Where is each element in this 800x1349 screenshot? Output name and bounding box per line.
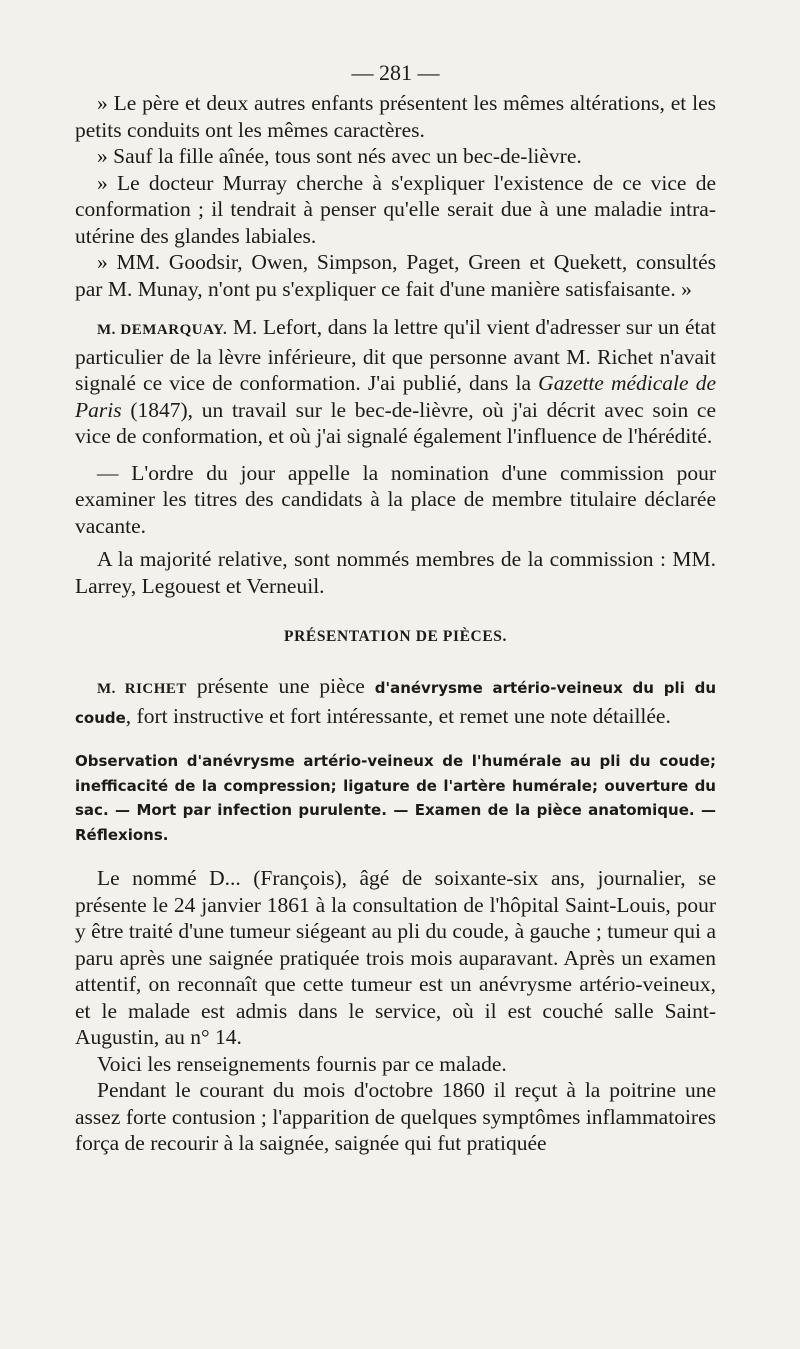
paragraph: Voici les renseignements fournis par ce malade. <box>97 1051 507 1076</box>
paragraph: — L'ordre du jour appelle la nomination d'une commission pour examiner les titres des candidats à la place de membre titulaire déclarée vacante. <box>75 460 716 538</box>
speaker-name: M. RICHET <box>97 681 187 697</box>
text-run: M. Lefort, dans la lettre qu'il vient d'adresser sur un état particulier de la lèvre inférieure, dit que personne avant M. Richet n'avait signalé ce vice de conformation. J'ai publié, dans la <box>75 315 716 395</box>
paragraph: » Sauf la fille aînée, tous sont nés avec un bec-de-lièvre. <box>97 144 582 168</box>
paragraph: » Le docteur Murray cherche à s'expliquer l'existence de ce vice de conformation ; il tendrait à penser qu'elle serait due à une maladie intra-utérine des glandes labiales. <box>75 170 716 248</box>
text-run: présente une pièce <box>186 674 375 698</box>
page-number: — 281 — <box>351 60 440 85</box>
paragraph: » MM. Goodsir, Owen, Simpson, Paget, Green et Quekett, consultés par M. Munay, n'ont pu s'expliquer ce fait d'une manière satisfaisante. » <box>75 250 716 301</box>
text-run: , fort instructive et fort intéressante, et remet une note détaillée. <box>125 703 671 728</box>
section-heading: PRÉSENTATION DE PIÈCES. <box>284 628 507 645</box>
paragraph: Le nommé D... (François), âgé de soixante-six ans, journalier, se présente le 24 janvier 1861 à la consultation de l'hôpital Saint-Louis, pour y être traité d'une tumeur siégeant au pli du coude, à gauche ; tumeur qui a paru après une saignée pratiquée trois mois auparavant. Après un examen attentif, on reconnaît que cette tumeur est un anévrysme artério-veineux, et le malade est admis dans le service, où il est couché salle Saint-Augustin, au n° 14. <box>75 866 716 1049</box>
observation-title: Observation d'anévrysme artério-veineux de l'humérale au pli du coude; inefficacité de la compression; ligature de l'artère humérale; ouverture du sac. — Mort par infection purulente. — Examen de la pièce anatomique. — Réflexions. <box>75 752 716 844</box>
paragraph-richet <box>75 673 716 731</box>
text-block <box>75 58 716 1157</box>
text-run: (1847), un travail sur le bec-de-lièvre, où j'ai décrit avec soin ce vice de conformation, et où j'ai signalé également l'influence de l'hérédité. <box>75 397 716 448</box>
speaker-name: M. DEMARQUAY. <box>97 322 228 338</box>
paragraph: Pendant le courant du mois d'octobre 1860 il reçut à la poitrine une assez forte contusion ; l'apparition de quelques symptômes inflammatoires força de recourir à la saignée, saignée qui fut pratiquée <box>75 1078 716 1155</box>
paragraph: A la majorité relative, sont nommés membres de la commission : MM. Larrey, Legouest et Verneuil. <box>75 547 716 598</box>
emphasized-phrase: d'anévrysme artério-veineux du pli du coude <box>75 679 717 727</box>
paragraph-demarquay <box>75 314 716 450</box>
paragraph: » Le père et deux autres enfants présentent les mêmes altérations, et les petits conduits ont les mêmes caractères. <box>75 91 716 142</box>
journal-title: Gazette médicale de Paris <box>75 371 716 422</box>
